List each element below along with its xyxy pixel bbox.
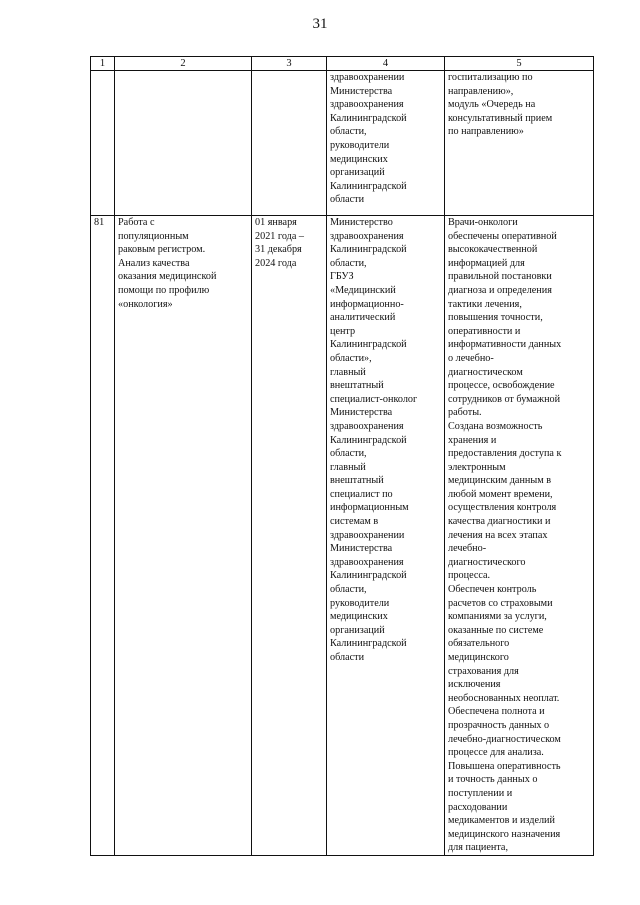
row-number-cell [91,71,115,216]
plan-table [90,56,594,856]
table-row [91,71,594,216]
header-cell: 3 [252,57,327,71]
activity-name-cell [115,71,252,216]
table-row [91,216,594,856]
table-header-row [91,57,594,71]
responsible-cell: Министерство здравоохранения Калининградской области, ГБУЗ «Медицинский информационно- аналитический центр Калининградской области», главный внештатный специалист-онколог Министерства здравоохранения Калининградской области, главный внештатный специалист по информационным системам в здравоохранении Министерства здравоохранения Калининградской области, руководители медицинских организаций Калининградской области [327,216,445,856]
header-cell: 2 [115,57,252,71]
responsible-cell: здравоохранении Министерства здравоохранения Калининградской области, руководители медицинских организаций Калининградской области [327,71,445,216]
row-number-cell: 81 [91,216,115,856]
period-cell [252,71,327,216]
period-cell: 01 января 2021 года – 31 декабря 2024 года [252,216,327,856]
header-cell: 4 [327,57,445,71]
result-cell: госпитализацию по направлению», модуль «Очередь на консультативный прием по направлению» [445,71,594,216]
page-number: 31 [312,16,328,32]
header-cell: 1 [91,57,115,71]
result-cell: Врачи-онкологи обеспечены оперативной высококачественной информацией для правильной постановки диагноза и определения тактики лечения, повышения точности, оперативности и информативности данных о лечебно- диагностическом процессе, освобождение сотрудников от бумажной работы. Создана возможность хранения и предоставления доступа к электронным медицинским данным в любой момент времени, осуществления контроля качества диагностики и лечения на всех этапах лечебно- диагностического процесса. Обеспечен контроль расчетов со страховыми компаниями за услуги, оказанные по системе обязательного медицинского страхования для исключения необоснованных неоплат. Обеспечена полнота и прозрачность данных о лечебно-диагностическом процессе для анализа. Повышена оперативность и точность данных о поступлении и расходовании медикаментов и изделий медицинского назначения для пациента, [445,216,594,856]
activity-name-cell: Работа с популяционным раковым регистром. Анализ качества оказания медицинской помощи по профилю «онкология» [115,216,252,856]
header-cell: 5 [445,57,594,71]
